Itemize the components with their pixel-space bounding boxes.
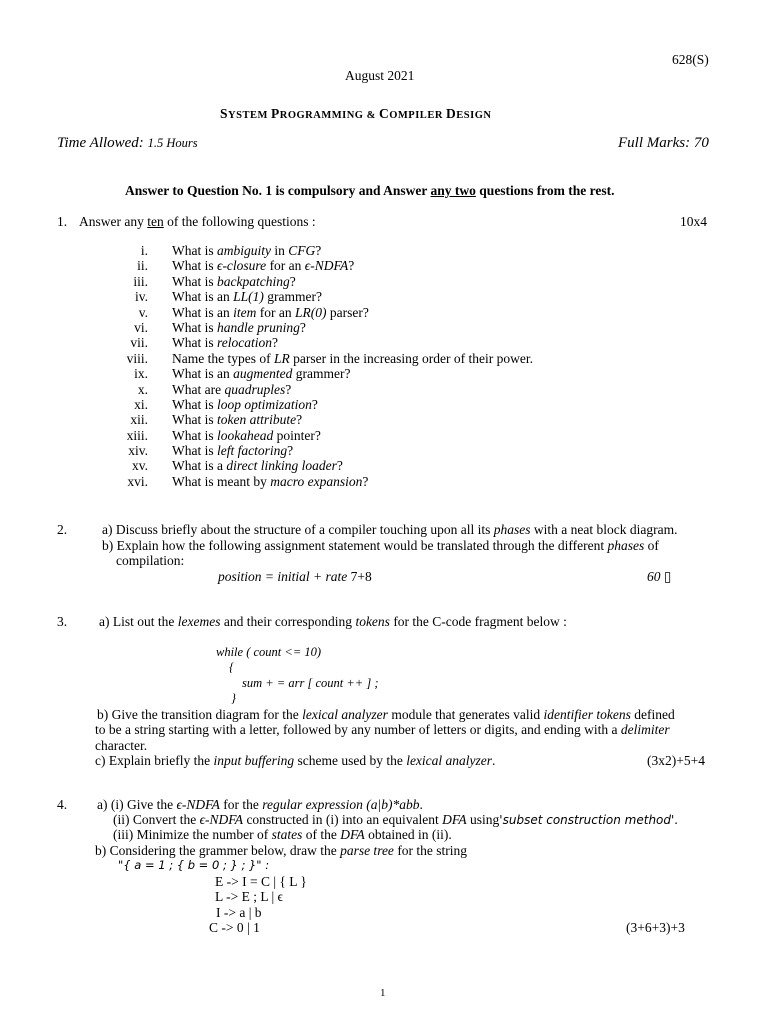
q4-grammar-4: C -> 0 | 1 <box>209 920 260 935</box>
q1-item-number: i. <box>140 243 148 258</box>
q3-code-line-4: } <box>231 691 236 705</box>
q1-item-number: xvi. <box>127 473 148 489</box>
q4-string: "{ a = 1 ; { b = 0 ; } ; }" : <box>118 858 270 872</box>
q3-part-a: a) List out the lexemes and their corresponding tokens for the C-code fragment below : <box>99 614 567 629</box>
q1-item-text: What is left factoring? <box>172 443 294 459</box>
q1-item-number: ix. <box>134 366 148 382</box>
q1-item-number: ii. <box>137 258 148 274</box>
q1-item-text: What is token attribute? <box>172 412 303 428</box>
q1-item-number: vi. <box>134 319 148 335</box>
q1-item-text: What is ambiguity in CFG? <box>172 243 322 258</box>
q1-item-text: What are quadruples? <box>172 381 292 397</box>
q1-item-number: v. <box>138 304 148 320</box>
q4-part-a-i: a) (i) Give the ϵ-NDFA for the regular expression (a|b)*abb. <box>97 797 423 812</box>
q1-item-text: Name the types of LR parser in the increasing order of their power. <box>172 350 534 366</box>
q4-part-b: b) Considering the grammer below, draw the parse tree for the string <box>95 843 468 858</box>
q2-part-a: a) Discuss briefly about the structure of a compiler touching upon all its phases with a neat block diagram. <box>102 522 678 537</box>
q1-item-number: vii. <box>130 335 148 351</box>
q1-item-text: What is an augmented grammer? <box>172 366 351 382</box>
q1-item-text: What is meant by macro expansion? <box>172 473 369 489</box>
q1-marks: 10x4 <box>680 214 707 229</box>
q1-item-number: xiv. <box>128 443 148 459</box>
q1-item-text: What is loop optimization? <box>172 396 318 412</box>
q1-number: 1. <box>57 214 68 229</box>
q1-item-text: What is lookahead pointer? <box>172 427 321 443</box>
paper-code: 628(S) <box>672 52 709 67</box>
q4-number: 4. <box>57 797 68 812</box>
exam-date: August 2021 <box>345 68 415 83</box>
q2-part-b-line2: compilation: <box>116 553 185 568</box>
q4-part-a-iii: (iii) Minimize the number of states of the DFA obtained in (ii). <box>113 827 452 842</box>
page-number: 1 <box>380 987 386 999</box>
q2-statement: position = initial + rate 7+8 <box>218 569 372 584</box>
q2-marks: 60 ▯ <box>647 569 672 584</box>
q1-item-number: xiii. <box>126 427 148 443</box>
q1-item-text: What is relocation? <box>172 335 278 351</box>
q4-grammar-3: I -> a | b <box>216 905 262 920</box>
q1-item-text: What is ϵ-closure for an ϵ-NDFA? <box>172 258 355 274</box>
q3-part-b-line3: character. <box>95 738 148 753</box>
q3-part-c: c) Explain briefly the input buffering scheme used by the lexical analyzer. <box>95 753 496 768</box>
q1-item-number: x. <box>137 381 148 397</box>
q1-item-text: What is an LL(1) grammer? <box>172 289 322 305</box>
q3-code-line-3: sum + = arr [ count ++ ] ; <box>242 676 379 690</box>
q1-item-text: What is an item for an LR(0) parser? <box>172 304 369 320</box>
paper-title: SYSTEM PROGRAMMING & COMPILER DESIGN <box>220 106 492 121</box>
q1-item-text: What is handle pruning? <box>172 319 306 335</box>
q1-prompt: Answer any ten of the following questions : <box>79 214 316 229</box>
q1-item-number: xii. <box>130 412 148 428</box>
q3-code-line-2: { <box>229 660 234 674</box>
q2-part-b: b) Explain how the following assignment statement would be translated through the different phases of <box>102 538 659 553</box>
q3-number: 3. <box>57 614 68 629</box>
q1-item-number: iii. <box>133 273 148 289</box>
time-allowed: Time Allowed: 1.5 Hours <box>57 135 198 151</box>
q1-item-number: xv. <box>132 458 148 474</box>
q4-grammar-2: L -> E ; L | ϵ <box>215 889 284 904</box>
q1-item-number: xi. <box>134 396 148 412</box>
q1-item-text: What is a direct linking loader? <box>172 458 343 474</box>
q1-item-number: viii. <box>126 350 148 366</box>
q1-item-number: iv. <box>135 289 148 305</box>
instruction: Answer to Question No. 1 is compulsory and Answer any two questions from the rest. <box>125 183 615 198</box>
q3-code-line-1: while ( count <= 10) <box>216 645 322 659</box>
q4-grammar-1: E -> I = C | { L } <box>215 874 307 889</box>
q4-marks: (3+6+3)+3 <box>626 920 685 935</box>
q1-item-text: What is backpatching? <box>172 273 296 289</box>
q4-part-a-ii: (ii) Convert the ϵ-NDFA constructed in (i) into an equivalent DFA using'subset construction method'. <box>113 812 678 827</box>
q3-marks: (3x2)+5+4 <box>647 753 705 768</box>
q2-number: 2. <box>57 522 68 537</box>
q3-part-b-line2: to be a string starting with a letter, followed by any number of letters or digits, and ending with a delimiter <box>95 722 670 737</box>
full-marks: Full Marks: 70 <box>618 135 709 151</box>
q3-part-b: b) Give the transition diagram for the lexical analyzer module that generates valid identifier tokens defined <box>97 707 675 722</box>
